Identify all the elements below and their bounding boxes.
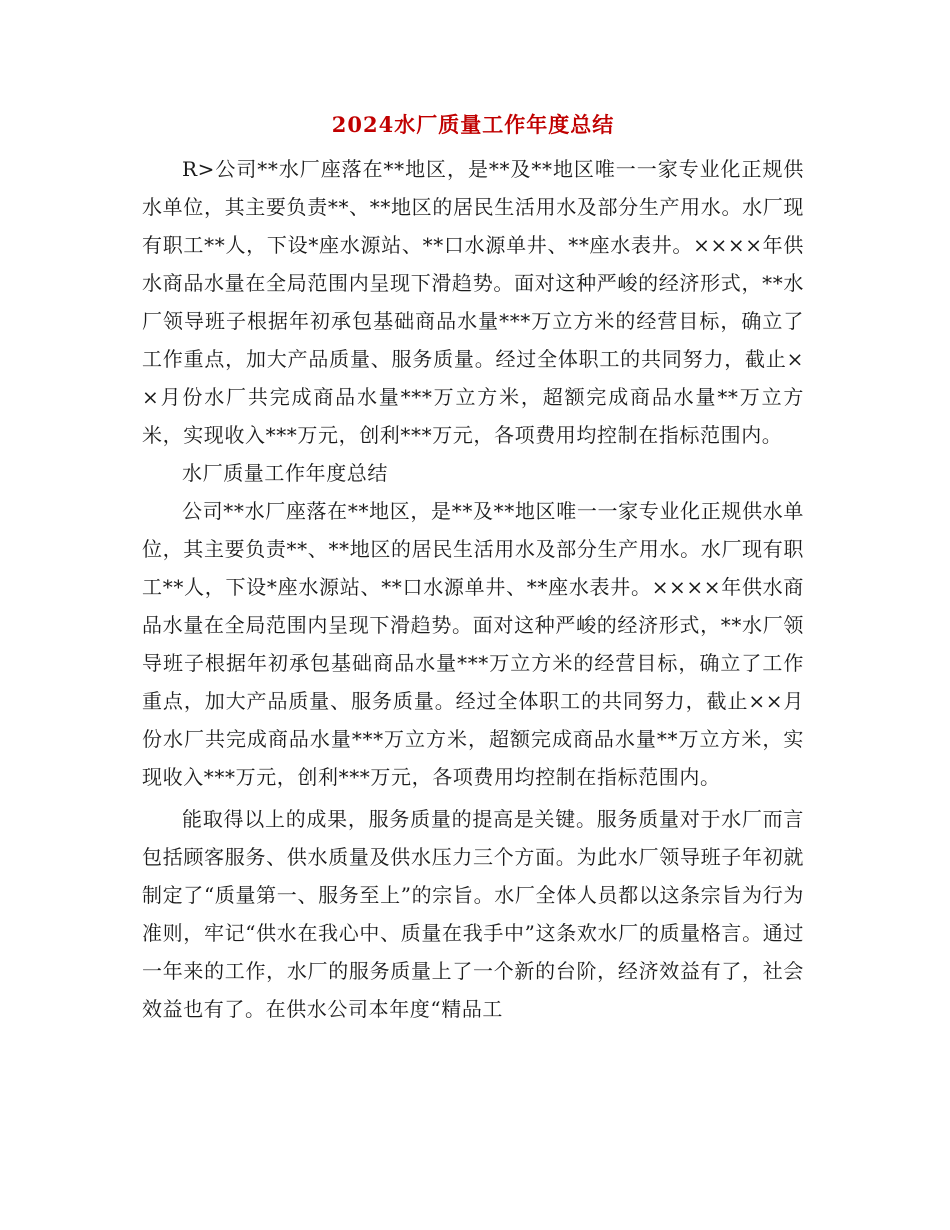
paragraph-intro: R>公司**水厂座落在**地区，是**及**地区唯一一家专业化正规供水单位，其主要负责**、**地区的居民生活用水及部分生产用水。水厂现有职工**人，下设*座水源站、**口水源单井、**座水表井。××××年供水商品水量在全局范围内呈现下滑趋势。面对这种严峻的经济形式，**水厂领导班子根据年初承包基础商品水量***万立方米的经营目标，确立了工作重点，加大产品质量、服务质量。经过全体职工的共同努力，截止××月份水厂共完成商品水量***万立方米，超额完成商品水量**万立方米，实现收入***万元，创利***万元，各项费用均控制在指标范围内。 (142, 157, 804, 447)
document-title: 2024水厂质量工作年度总结 (331, 112, 615, 137)
paragraph-body: 公司**水厂座落在**地区，是**及**地区唯一一家专业化正规供水单位，其主要负责**、**地区的居民生活用水及部分生产用水。水厂现有职工**人，下设*座水源站、**口水源单井、**座水表井。××××年供水商品水量在全局范围内呈现下滑趋势。面对这种严峻的经济形式，**水厂领导班子根据年初承包基础商品水量***万立方米的经营目标，确立了工作重点，加大产品质量、服务质量。经过全体职工的共同努力，截止××月份水厂共完成商品水量***万立方米，超额完成商品水量**万立方米，实现收入***万元，创利***万元，各项费用均控制在指标范围内。 (142, 499, 804, 789)
paragraph-service-quality: 能取得以上的成果，服务质量的提高是关键。服务质量对于水厂而言包括顾客服务、供水质量及供水压力三个方面。为此水厂领导班子年初就制定了“质量第一、服务至上”的宗旨。水厂全体人员都以这条宗旨为行为准则，牢记“供水在我心中、质量在我手中”这条欢水厂的质量格言。通过一年来的工作，水厂的服务质量上了一个新的台阶，经济效益有了，社会效益也有了。在供水公司本年度“精品工 (142, 807, 804, 1021)
paragraph-subheading: 水厂质量工作年度总结 (182, 461, 388, 485)
